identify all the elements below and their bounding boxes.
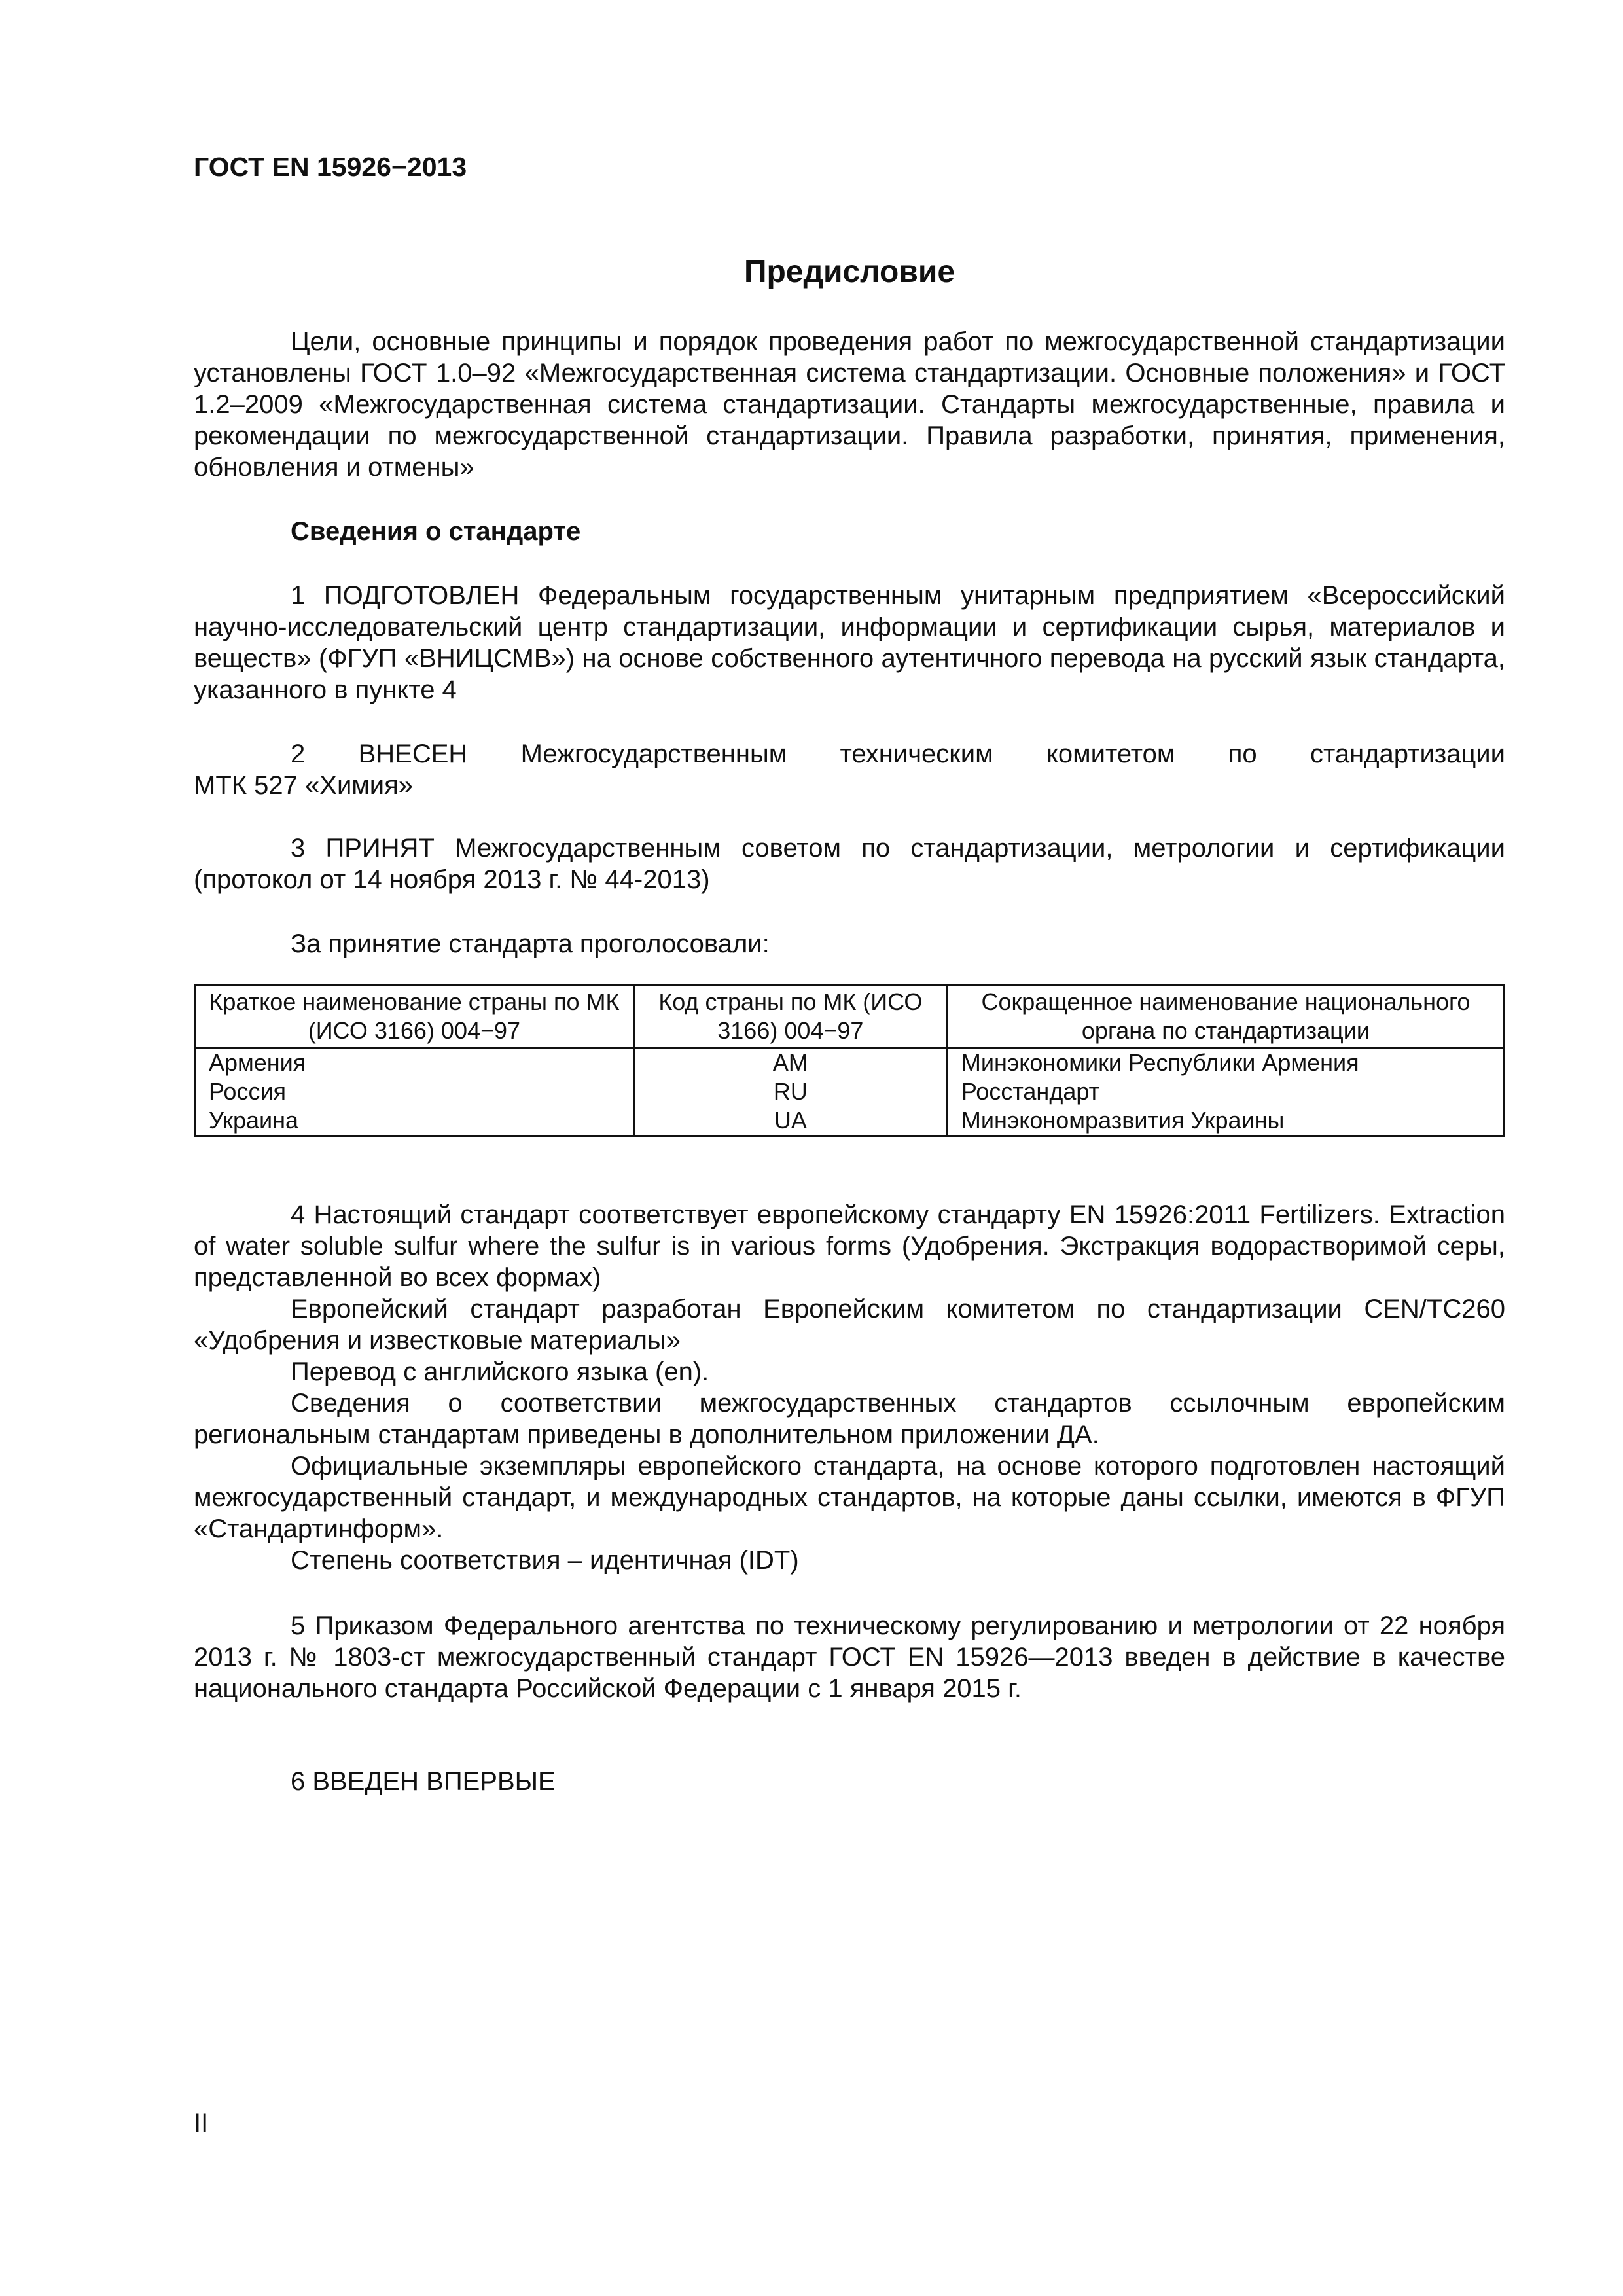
table-cell-code: UA [633, 1106, 947, 1136]
table-row [195, 1106, 1505, 1136]
table-cell-agency: Росстандарт [947, 1077, 1504, 1106]
table-cell-agency: Минэкономики Республики Армения [947, 1048, 1504, 1078]
intro-paragraph: Цели, основные принципы и порядок проведения работ по межгосударственной стандартизации установлены ГОСТ 1.0–92 «Межгосударственная система стандартизации. Основные положения» и ГОСТ 1.2–2009 «Межгосударственная система стандартизации. Стандарты межгосударственные, правила и рекомендации по межгосударственной стандартизации. Правила разработки, принятия, применения, обновления и отмены» [194, 327, 1505, 482]
table-cell-country: Армения [195, 1048, 634, 1078]
item-4-paragraph-2: Европейский стандарт разработан Европейским комитетом по стандартизации CEN/TC260 «Удобрения и известковые материалы» [194, 1295, 1505, 1355]
item-4-paragraph-5: Официальные экземпляры европейского стандарта, на основе которого подготовлен настоящий межгосударственный стандарт, и международных стандартов, на которые даны ссылки, имеются в ФГУП «Стандартинформ». [194, 1452, 1505, 1543]
document-header: ГОСТ EN 15926−2013 [194, 152, 467, 182]
item-5-paragraph: 5 Приказом Федерального агентства по техническому регулированию и метрологии от 22 ноября 2013 г. № 1803-ст межгосударственный стандарт ГОСТ EN 15926—2013 введен в действие в качестве национального стандарта Российской Федерации с 1 января 2015 г. [194, 1611, 1505, 1703]
table-header-agency: Сокращенное наименование национального органа по стандартизации [947, 986, 1504, 1048]
table-cell-country: Украина [195, 1106, 634, 1136]
item-6-paragraph: 6 ВВЕДЕН ВПЕРВЫЕ [291, 1767, 556, 1796]
table-cell-code: RU [633, 1077, 947, 1106]
item-2-line-1: 2 ВНЕСЕН Межгосударственным техническим комитетом по стандартизации [291, 740, 1505, 768]
voting-table [194, 984, 1505, 1137]
table-header-row [195, 986, 1505, 1048]
item-3-paragraph: 3 ПРИНЯТ Межгосударственным советом по стандартизации, метрологии и сертификации (протокол от 14 ноября 2013 г. № 44-2013) [194, 834, 1505, 894]
item-4-paragraph-3: Перевод с английского языка (en). [291, 1357, 709, 1386]
table-cell-country: Россия [195, 1077, 634, 1106]
item-4-section [194, 1199, 1505, 1576]
page-title: Предисловие [743, 255, 955, 289]
table-header-country: Краткое наименование страны по МК (ИСО 3166) 004−97 [195, 986, 634, 1048]
table-cell-agency: Минэкономразвития Украины [947, 1106, 1504, 1136]
item-4-paragraph-1: 4 Настоящий стандарт соответствует европейскому стандарту EN 15926:2011 Fertilizers. Extraction of water soluble sulfur where the sulfur is in various forms (Удобрения. Экстракция водорастворимой серы, представленной во всех формах) [194, 1200, 1505, 1292]
item-1-paragraph: 1 ПОДГОТОВЛЕН Федеральным государственным унитарным предприятием «Всероссийский научно-исследовательский центр стандартизации, информации и сертификации сырья, материалов и веществ» (ФГУП «ВНИЦСМВ») на основе собственного аутентичного перевода на русский язык стандарта, указанного в пункте 4 [194, 581, 1505, 704]
page-number: II [194, 2109, 209, 2138]
table-cell-code: AM [633, 1048, 947, 1078]
table-row [195, 1048, 1505, 1078]
vote-intro: За принятие стандарта проголосовали: [291, 929, 770, 958]
item-2-line-2: МТК 527 «Химия» [194, 771, 414, 800]
item-4-paragraph-4: Сведения о соответствии межгосударственных стандартов ссылочным европейским региональным стандартам приведены в дополнительном приложении ДА. [194, 1389, 1505, 1449]
item-4-paragraph-6: Степень соответствия – идентичная (IDT) [291, 1546, 799, 1575]
table-row [195, 1077, 1505, 1106]
table-header-code: Код страны по МК (ИСО 3166) 004−97 [633, 986, 947, 1048]
section-subtitle: Сведения о стандарте [291, 517, 581, 546]
